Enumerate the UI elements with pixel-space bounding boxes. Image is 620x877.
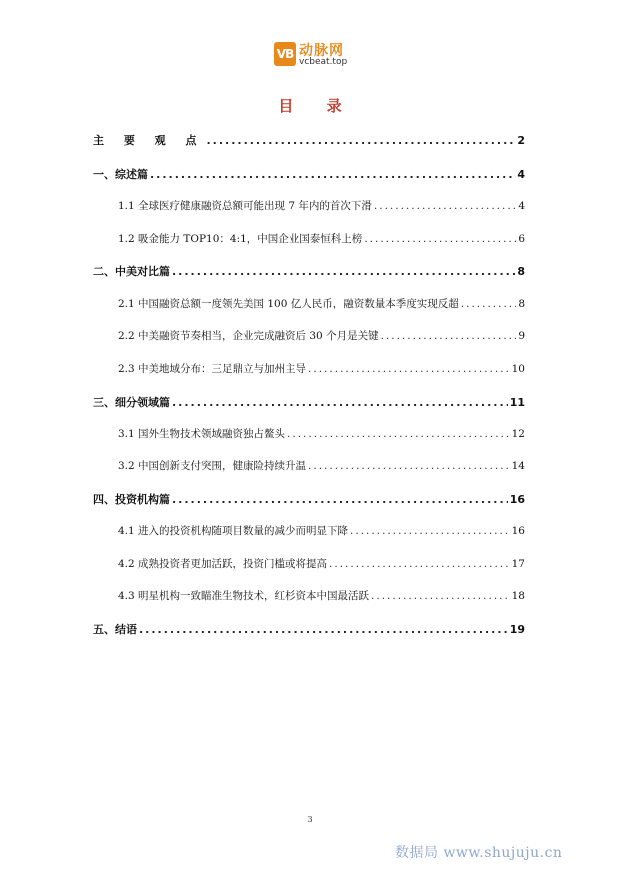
toc-entry-label: 四、投资机构篇	[93, 493, 170, 506]
toc-entry-page: 8	[517, 265, 525, 278]
toc-entry-page: 8	[518, 298, 525, 310]
toc-entry-label: 主 要 观 点	[93, 134, 205, 147]
toc-leader-dots	[308, 460, 510, 472]
toc-entry-page: 10	[511, 363, 525, 375]
toc-entry-page: 9	[518, 330, 525, 342]
toc-entry-label: 3.1 国外生物技术领域融资独占鳌头	[118, 428, 286, 440]
toc-entry-page: 17	[511, 558, 525, 570]
toc-leader-dots	[374, 200, 516, 212]
toc-subsection-link[interactable]	[93, 556, 525, 574]
toc-leader-dots	[172, 493, 508, 506]
watermark: 数据局 www.shujuju.cn	[395, 845, 563, 861]
toc-leader-dots	[207, 134, 516, 147]
toc-leader-dots	[139, 623, 508, 636]
vcbeat-logo	[274, 40, 384, 72]
logo-mark: VB	[274, 42, 296, 66]
toc-entry-page: 14	[511, 460, 525, 472]
toc-leader-dots	[364, 233, 516, 245]
toc-leader-dots	[287, 428, 510, 440]
toc-entry-label: 三、细分领域篇	[93, 396, 170, 409]
toc-entry-page: 11	[509, 396, 525, 409]
toc-entry-label: 4.2 成熟投资者更加活跃，投资门槛或将提高	[118, 558, 328, 570]
toc-subsection-link[interactable]	[93, 231, 525, 249]
toc-leader-dots	[172, 396, 508, 409]
toc-entry-page: 4	[517, 168, 525, 181]
toc-section-link[interactable]	[93, 263, 525, 281]
toc-entry-label: 二、中美对比篇	[93, 265, 170, 278]
toc-subsection-link[interactable]	[93, 588, 525, 606]
toc-subsection-link[interactable]	[93, 361, 525, 379]
toc-entry-page: 18	[511, 590, 525, 602]
toc-entry-label: 2.1 中国融资总额一度领先美国 100 亿人民币，融资数量本季度实现反超	[118, 298, 459, 310]
toc-entry-label: 1.1 全球医疗健康融资总额可能出现 7 年内的首次下滑	[118, 200, 372, 212]
page-number: 3	[307, 815, 313, 824]
toc-leader-dots	[350, 525, 510, 537]
logo-name: 动脉网	[299, 43, 344, 59]
toc-entry-label: 2.2 中美融资节奏相当，企业完成融资后 30 个月是关键	[118, 330, 379, 342]
toc-entry-label: 一、综述篇	[93, 168, 148, 181]
toc-leader-dots	[461, 298, 517, 310]
toc-entry-page: 4	[518, 200, 525, 212]
toc-section-link[interactable]	[93, 621, 525, 639]
toc-leader-dots	[329, 558, 510, 570]
toc-entry-page: 19	[509, 623, 525, 636]
toc-subsection-link[interactable]	[93, 426, 525, 444]
toc-entry-label: 3.2 中国创新支付突围，健康险持续升温	[118, 460, 307, 472]
toc-entry-label: 1.2 吸金能力 TOP10：4:1，中国企业国泰恒科上榜	[118, 233, 363, 245]
toc-entry-page: 16	[509, 493, 525, 506]
logo-url: vcbeat.top	[299, 57, 348, 67]
toc-leader-dots	[308, 363, 510, 375]
toc-subsection-link[interactable]	[93, 296, 525, 314]
toc-section-link[interactable]	[93, 394, 525, 412]
toc-entry-page: 6	[518, 233, 525, 245]
toc-leader-dots	[371, 590, 510, 602]
toc-entry-page: 2	[517, 134, 525, 147]
toc-subsection-link[interactable]	[93, 198, 525, 216]
toc-leader-dots	[150, 168, 515, 181]
toc-entry-label: 4.1 进入的投资机构随项目数量的减少而明显下降	[118, 525, 349, 537]
toc-subsection-link[interactable]	[93, 458, 525, 476]
toc-leader-dots	[172, 265, 515, 278]
toc-section-link[interactable]	[93, 491, 525, 509]
toc-section-link[interactable]	[93, 166, 525, 184]
toc-entry-label: 2.3 中美地域分布：三足鼎立与加州主导	[118, 363, 307, 375]
toc-entry-label: 五、结语	[93, 623, 137, 636]
toc-leader-dots	[381, 330, 517, 342]
toc-entry-label: 4.3 明星机构一致瞄准生物技术，红杉资本中国最活跃	[118, 590, 370, 602]
toc-subsection-link[interactable]	[93, 523, 525, 541]
toc-entry-page: 16	[511, 525, 525, 537]
toc-section-link[interactable]	[93, 132, 525, 150]
page-title: 目 录	[278, 97, 356, 115]
toc-subsection-link[interactable]	[93, 328, 525, 346]
toc-entry-page: 12	[511, 428, 525, 440]
